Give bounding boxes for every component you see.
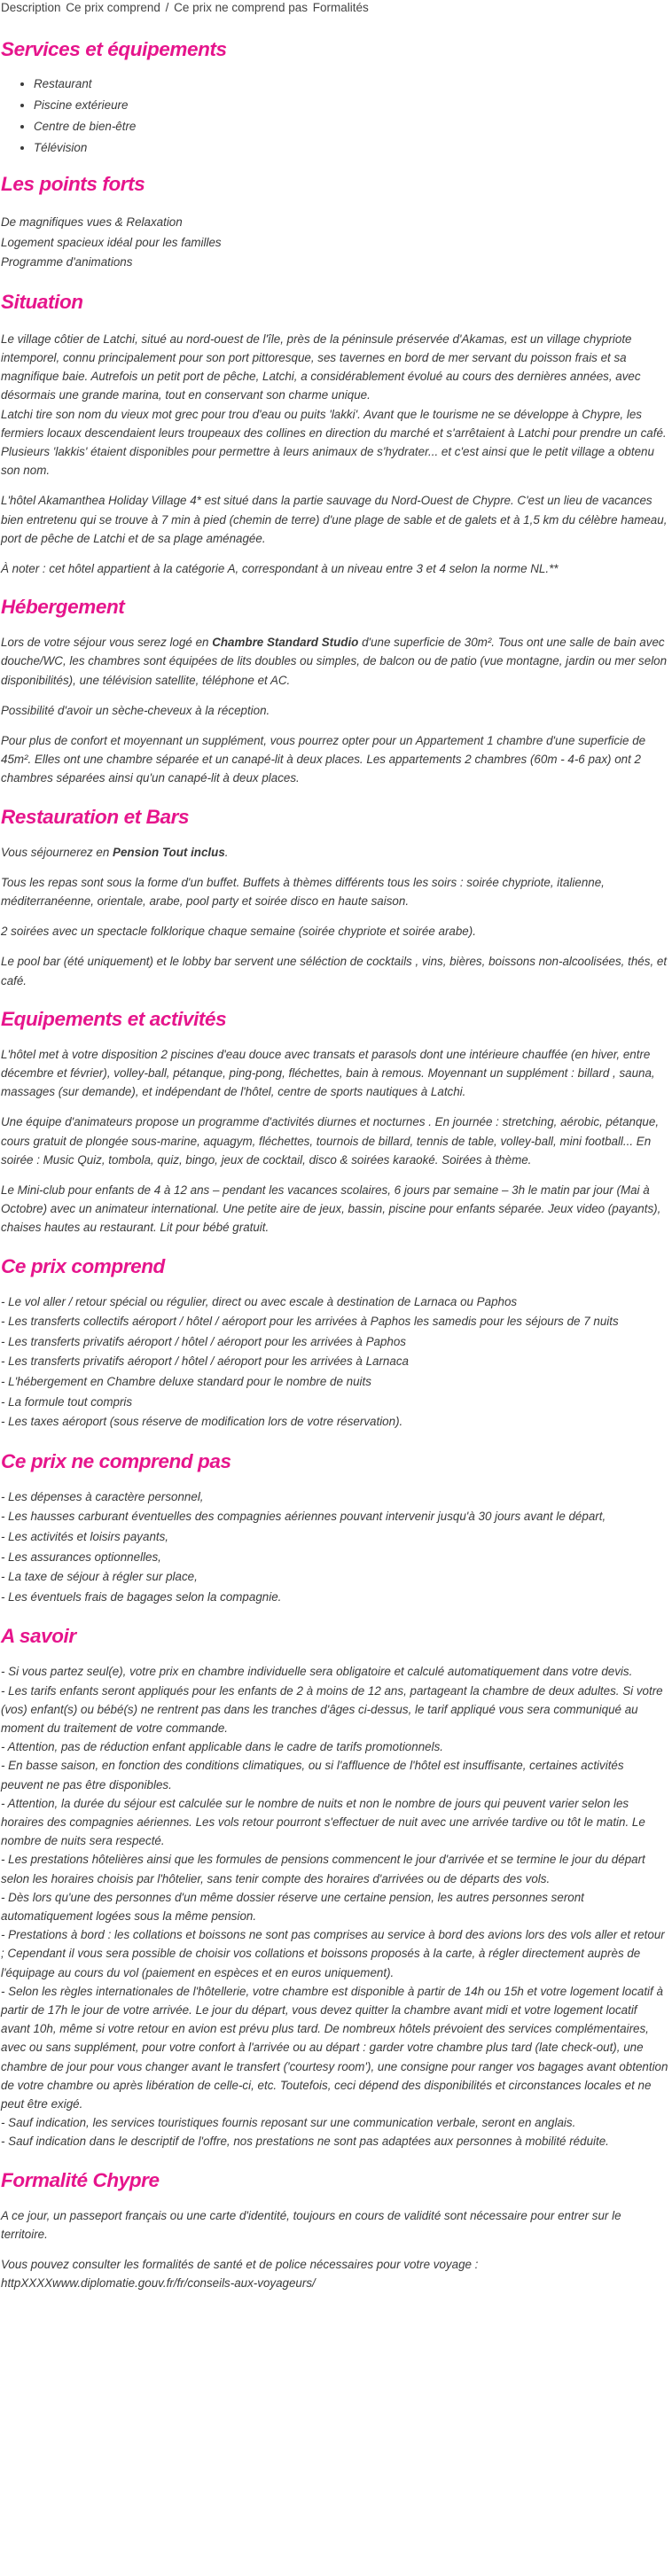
- dining-text: Vous séjournerez en: [1, 845, 113, 859]
- list-item: Logement spacieux idéal pour les familles: [1, 235, 222, 249]
- situation-paragraph: Latchi tire son nom du vieux mot grec pour trou d'eau ou puits 'lakki'. Avant que le tourisme ne se développe à Chypre, les fermiers locaux descendaient leurs troupeaux des collines en direction du marché et s'arrêtaient à Latchi pour prendre un café. Plusieurs 'lakkis' étaient disponibles pour permettre à leurs animaux de s'hydrater... et c'est ainsi que le petit village a obtenu son nom.: [1, 407, 667, 478]
- list-item: • Télévision: [34, 137, 668, 159]
- list-item: - Les transferts collectifs aéroport / hôtel / aéroport pour les arrivées à Paphos les samedis pour les séjours de 7 nuits: [1, 1315, 619, 1329]
- info-paragraph: - Les prestations hôtelières ainsi que les formules de pensions commencent le jour d'arrivée et se termine le jour du départ selon les horaires choisis par l'hôtelier, sans tenir compte des horaires d'arrivées ou de départs des vols.: [1, 1853, 645, 1885]
- dining-paragraph: 2 soirées avec un spectacle folklorique chaque semaine (soirée chypriote et soirée arabe).: [1, 925, 476, 939]
- situation-section: [1, 289, 668, 578]
- tab-description[interactable]: Description: [1, 1, 61, 14]
- activities-paragraph: L'hôtel met à votre disposition 2 piscines d'eau douce avec transats et parasols dont une intérieure chauffée (en hiver, entre décembre et février), volley-ball, pétanque, ping-pong, fléchettes, bain à remous. Moyennant un supplément : billard , sauna, massages (sur demande), et indépendant de l'hôtel, centre de sports nautiques à Latchi.: [1, 1047, 655, 1099]
- list-item: - Le vol aller / retour spécial ou régulier, direct ou avec escale à destination de Larnaca ou Paphos: [1, 1294, 518, 1308]
- formalities-paragraph: A ce jour, un passeport français ou une carte d'identité, toujours en cours de validité sont nécessaire pour entrer sur le territoire.: [1, 2208, 621, 2241]
- lodging-paragraph: [1, 633, 668, 690]
- strengths-section: [1, 171, 668, 273]
- info-paragraph: - Attention, pas de réduction enfant applicable dans le cadre de tarifs promotionnels.: [1, 1740, 443, 1754]
- activities-title: Equipements et activités: [1, 1007, 227, 1030]
- activities-paragraph: Une équipe d'animateurs propose un programme d'activités diurnes et nocturnes . En journée : stretching, aérobic, pétanque, cours gratuit de plongée sous-marine, aquagym, fléchettes, tournois de billard, tennis de table, volley-ball, mini football... En soirée : Music Quiz, tombola, quiz, bingo, jeux de cocktail, disco & soirées karaoké. Soirées à thème.: [1, 1115, 660, 1167]
- lodging-paragraph: Pour plus de confort et moyennant un supplément, vous pourrez opter pour un Appartement 1 chambre d'une superficie de 45m². Elles ont une chambre séparée et un canapé-lit à deux places. Les appartements 2 chambres (60m - 4-6 pax) ont 2 chambres séparées ainsi qu'un canapé-lit à deux places.: [1, 734, 646, 785]
- info-paragraph: - En basse saison, en fonction des conditions climatiques, ou si l'affluence de l'hôtel est insuffisante, certaines activités peuvent ne pas être disponibles.: [1, 1759, 624, 1791]
- services-list: [1, 74, 668, 159]
- info-paragraph: - Sauf indication, les services touristiques fournis reposant sur une communication verbale, seront en anglais.: [1, 2116, 576, 2130]
- strengths-title: Les points forts: [1, 173, 145, 195]
- list-item: - Les taxes aéroport (sous réserve de modification lors de votre réservation).: [1, 1415, 403, 1429]
- info-section: [1, 1623, 668, 2151]
- list-item: - Les activités et loisirs payants,: [1, 1530, 169, 1544]
- info-paragraph: - Prestations à bord : les collations et boissons ne sont pas comprises au service à bord des avions lors des vols aller et retour ; Cependant il vous sera possible de choisir vos collations et boissons proposés à la carte, à régler directement auprès de l'équipage au cours du vol (paiement en espèces et en euros uniquement).: [1, 1928, 665, 1979]
- formalities-link: httpXXXXwww.diplomatie.gouv.fr/fr/conseils-aux-voyageurs/: [1, 2276, 316, 2291]
- formalities-section: [1, 2167, 668, 2293]
- dining-title: Restauration et Bars: [1, 805, 190, 828]
- situation-paragraph: L'hôtel Akamanthea Holiday Village 4* est situé dans la partie sauvage du Nord-Ouest de Chypre. C'est un lieu de vacances bien entretenu qui se trouve à 7 min à pied (chemin de terre) d'une plage de sable et de galets et à 1,5 km du célèbre hameau, port de pêche de Latchi et de sa plage aménagée.: [1, 494, 668, 545]
- services-section: [1, 36, 668, 159]
- info-paragraph: - Les tarifs enfants seront appliqués pour les enfants de 2 à moins de 12 ans, partageant la chambre de deux adultes. Si votre (vos) enfant(s) ou bébé(s) ne rentrent pas dans les tranches d'âges ci-dessus, le tarif appliqué vous sera communiqué au moment du traitement de votre commande.: [1, 1683, 663, 1736]
- list-item: - Les éventuels frais de bagages selon la compagnie.: [1, 1589, 282, 1604]
- info-paragraph: - Sauf indication dans le descriptif de l'offre, nos prestations ne sont pas adaptées aux personnes à mobilité réduite.: [1, 2135, 609, 2149]
- activities-paragraph: Le Mini-club pour enfants de 4 à 12 ans – pendant les vacances scolaires, 6 jours par semaine – 3h le matin par jour (Mai à Octobre) avec un animateur international. Une petite aire de jeux, bassin, piscine pour enfants séparée. Jeux video (payants), chaises hautes au restaurant. Lit pour bébé gratuit.: [1, 1183, 661, 1235]
- lodging-title: Hébergement: [1, 596, 125, 619]
- dining-paragraph: Le pool bar (été uniquement) et le lobby bar servent une séléction de cocktails , vins, bières, boissons non-alcoolisées, thés, et café.: [1, 955, 668, 987]
- situation-title: Situation: [1, 290, 83, 313]
- lodging-text: Lors de votre séjour vous serez logé en: [1, 636, 213, 650]
- tab-separator: /: [165, 1, 169, 14]
- situation-paragraph: À noter : cet hôtel appartient à la catégorie A, correspondant à un niveau entre 3 et 4 selon la norme NL.**: [1, 562, 559, 576]
- list-item: - La formule tout compris: [1, 1394, 133, 1409]
- dining-paragraph: [1, 843, 668, 862]
- included-title: Ce prix comprend: [1, 1254, 165, 1277]
- list-item: • Restaurant: [34, 74, 668, 95]
- tab-formalities[interactable]: Formalités: [312, 1, 369, 14]
- list-item: - Les transferts privatifs aéroport / hôtel / aéroport pour les arrivées à Paphos: [1, 1334, 406, 1348]
- list-item: - Les hausses carburant éventuelles des compagnies aériennes pouvant intervenir jusqu'à 30 jours avant le départ,: [1, 1510, 606, 1524]
- info-list: [1, 1662, 668, 2151]
- dining-text: .: [224, 845, 229, 859]
- dining-section: [1, 804, 668, 990]
- room-type: Chambre Standard Studio: [212, 636, 359, 650]
- included-list: [1, 1292, 668, 1432]
- info-paragraph: - Selon les règles internationales de l'hôtellerie, votre chambre est disponible à partir de 14h ou 15h et votre logement locatif à partir de 17h le jour de votre arrivée. Le jour du départ, vous devez quitter la chambre avant midi et votre logement locatif avant 10h, même si votre retour en avion est prévu plus tard. De nombreux hôtels prévoient des services complémentaires, avec ou sans supplément, pour votre confort à l'arrivée ou au départ : garder votre chambre plus tard (late check-out), une chambre de jour pour vous changer avant le transfert ('courtesy room'), une consigne pour ranger vos bagages avant obtention de votre chambre ou après libération de celle-ci, etc. Toutefois, ceci dépend des disponibilités et circonstances locales et ne peut être exigé.: [1, 1984, 668, 2112]
- activities-section: [1, 1006, 668, 1237]
- strengths-list: [1, 213, 668, 273]
- list-item: - Les transferts privatifs aéroport / hôtel / aéroport pour les arrivées à Larnaca: [1, 1354, 409, 1369]
- excluded-list: [1, 1487, 668, 1608]
- list-item: - La taxe de séjour à régler sur place,: [1, 1570, 198, 1584]
- list-item: - L'hébergement en Chambre deluxe standard pour le nombre de nuits: [1, 1375, 371, 1389]
- lodging-section: [1, 594, 668, 787]
- list-item: - Les dépenses à caractère personnel,: [1, 1489, 204, 1503]
- board-type: Pension Tout inclus: [113, 845, 225, 859]
- list-item: - Les assurances optionnelles,: [1, 1550, 161, 1564]
- info-title: A savoir: [1, 1625, 76, 1648]
- tab-excluded[interactable]: Ce prix ne comprend pas: [174, 1, 308, 14]
- included-section: [1, 1253, 668, 1432]
- list-item: De magnifiques vues & Relaxation: [1, 215, 183, 229]
- list-item: • Centre de bien-être: [34, 116, 668, 137]
- excluded-title: Ce prix ne comprend pas: [1, 1449, 231, 1472]
- formalities-title: Formalité Chypre: [1, 2168, 160, 2191]
- tab-bar: [1, 0, 668, 16]
- services-title: Services et équipements: [1, 38, 227, 60]
- excluded-section: [1, 1448, 668, 1608]
- info-paragraph: - Attention, la durée du séjour est calculée sur le nombre de nuits et non le nombre de jours qui peuvent varier selon les horaires des compagnies aériennes. Les vols retour pourront s'effectuer de nuit avec une arrivée tardive ou tôt le matin. Le nombre de nuits sera respecté.: [1, 1796, 645, 1848]
- list-item: • Piscine extérieure: [34, 95, 668, 116]
- info-paragraph: - Dès lors qu'une des personnes d'un même dossier réserve une certaine pension, les autres personnes seront automatiquement logées sous la même pension.: [1, 1890, 584, 1924]
- info-paragraph: - Si vous partez seul(e), votre prix en chambre individuelle sera obligatoire et calculé automatiquement dans votre devis.: [1, 1665, 633, 1679]
- lodging-paragraph: Possibilité d'avoir un sèche-cheveux à la réception.: [1, 703, 270, 717]
- lodging-text: d'une superficie de 30m². Tous ont une salle de bain avec douche/WC, les chambres sont équipées de lits doubles ou simples, de balcon ou de patio (vue montagne, jardin ou mer selon disponibilités), une télévision satellite, téléphone et AC.: [1, 636, 668, 687]
- dining-paragraph: Tous les repas sont sous la forme d'un buffet. Buffets à thèmes différents tous les soirs : soirée chypriote, italienne, méditerranéenne, orientale, arabe, pool party et soirée disco en haute saison.: [1, 875, 605, 909]
- situation-paragraph: Le village côtier de Latchi, situé au nord-ouest de l'île, près de la péninsule préservée d'Akamas, est un village chypriote intemporel, connu principalement pour son port pittoresque, ses tavernes en bord de mer servant du poisson frais et sa magnifique baie. Autrefois un petit port de pêche, Latchi, a considérablement évolué au cours des dernières années, avec désormais une grande marina, tout en conservant son charme unique.: [1, 332, 641, 402]
- formalities-paragraph: Vous pouvez consulter les formalités de santé et de police nécessaires pour votre voyage :: [1, 2258, 479, 2272]
- list-item: Programme d'animations: [1, 255, 133, 269]
- tab-included[interactable]: Ce prix comprend: [66, 1, 160, 14]
